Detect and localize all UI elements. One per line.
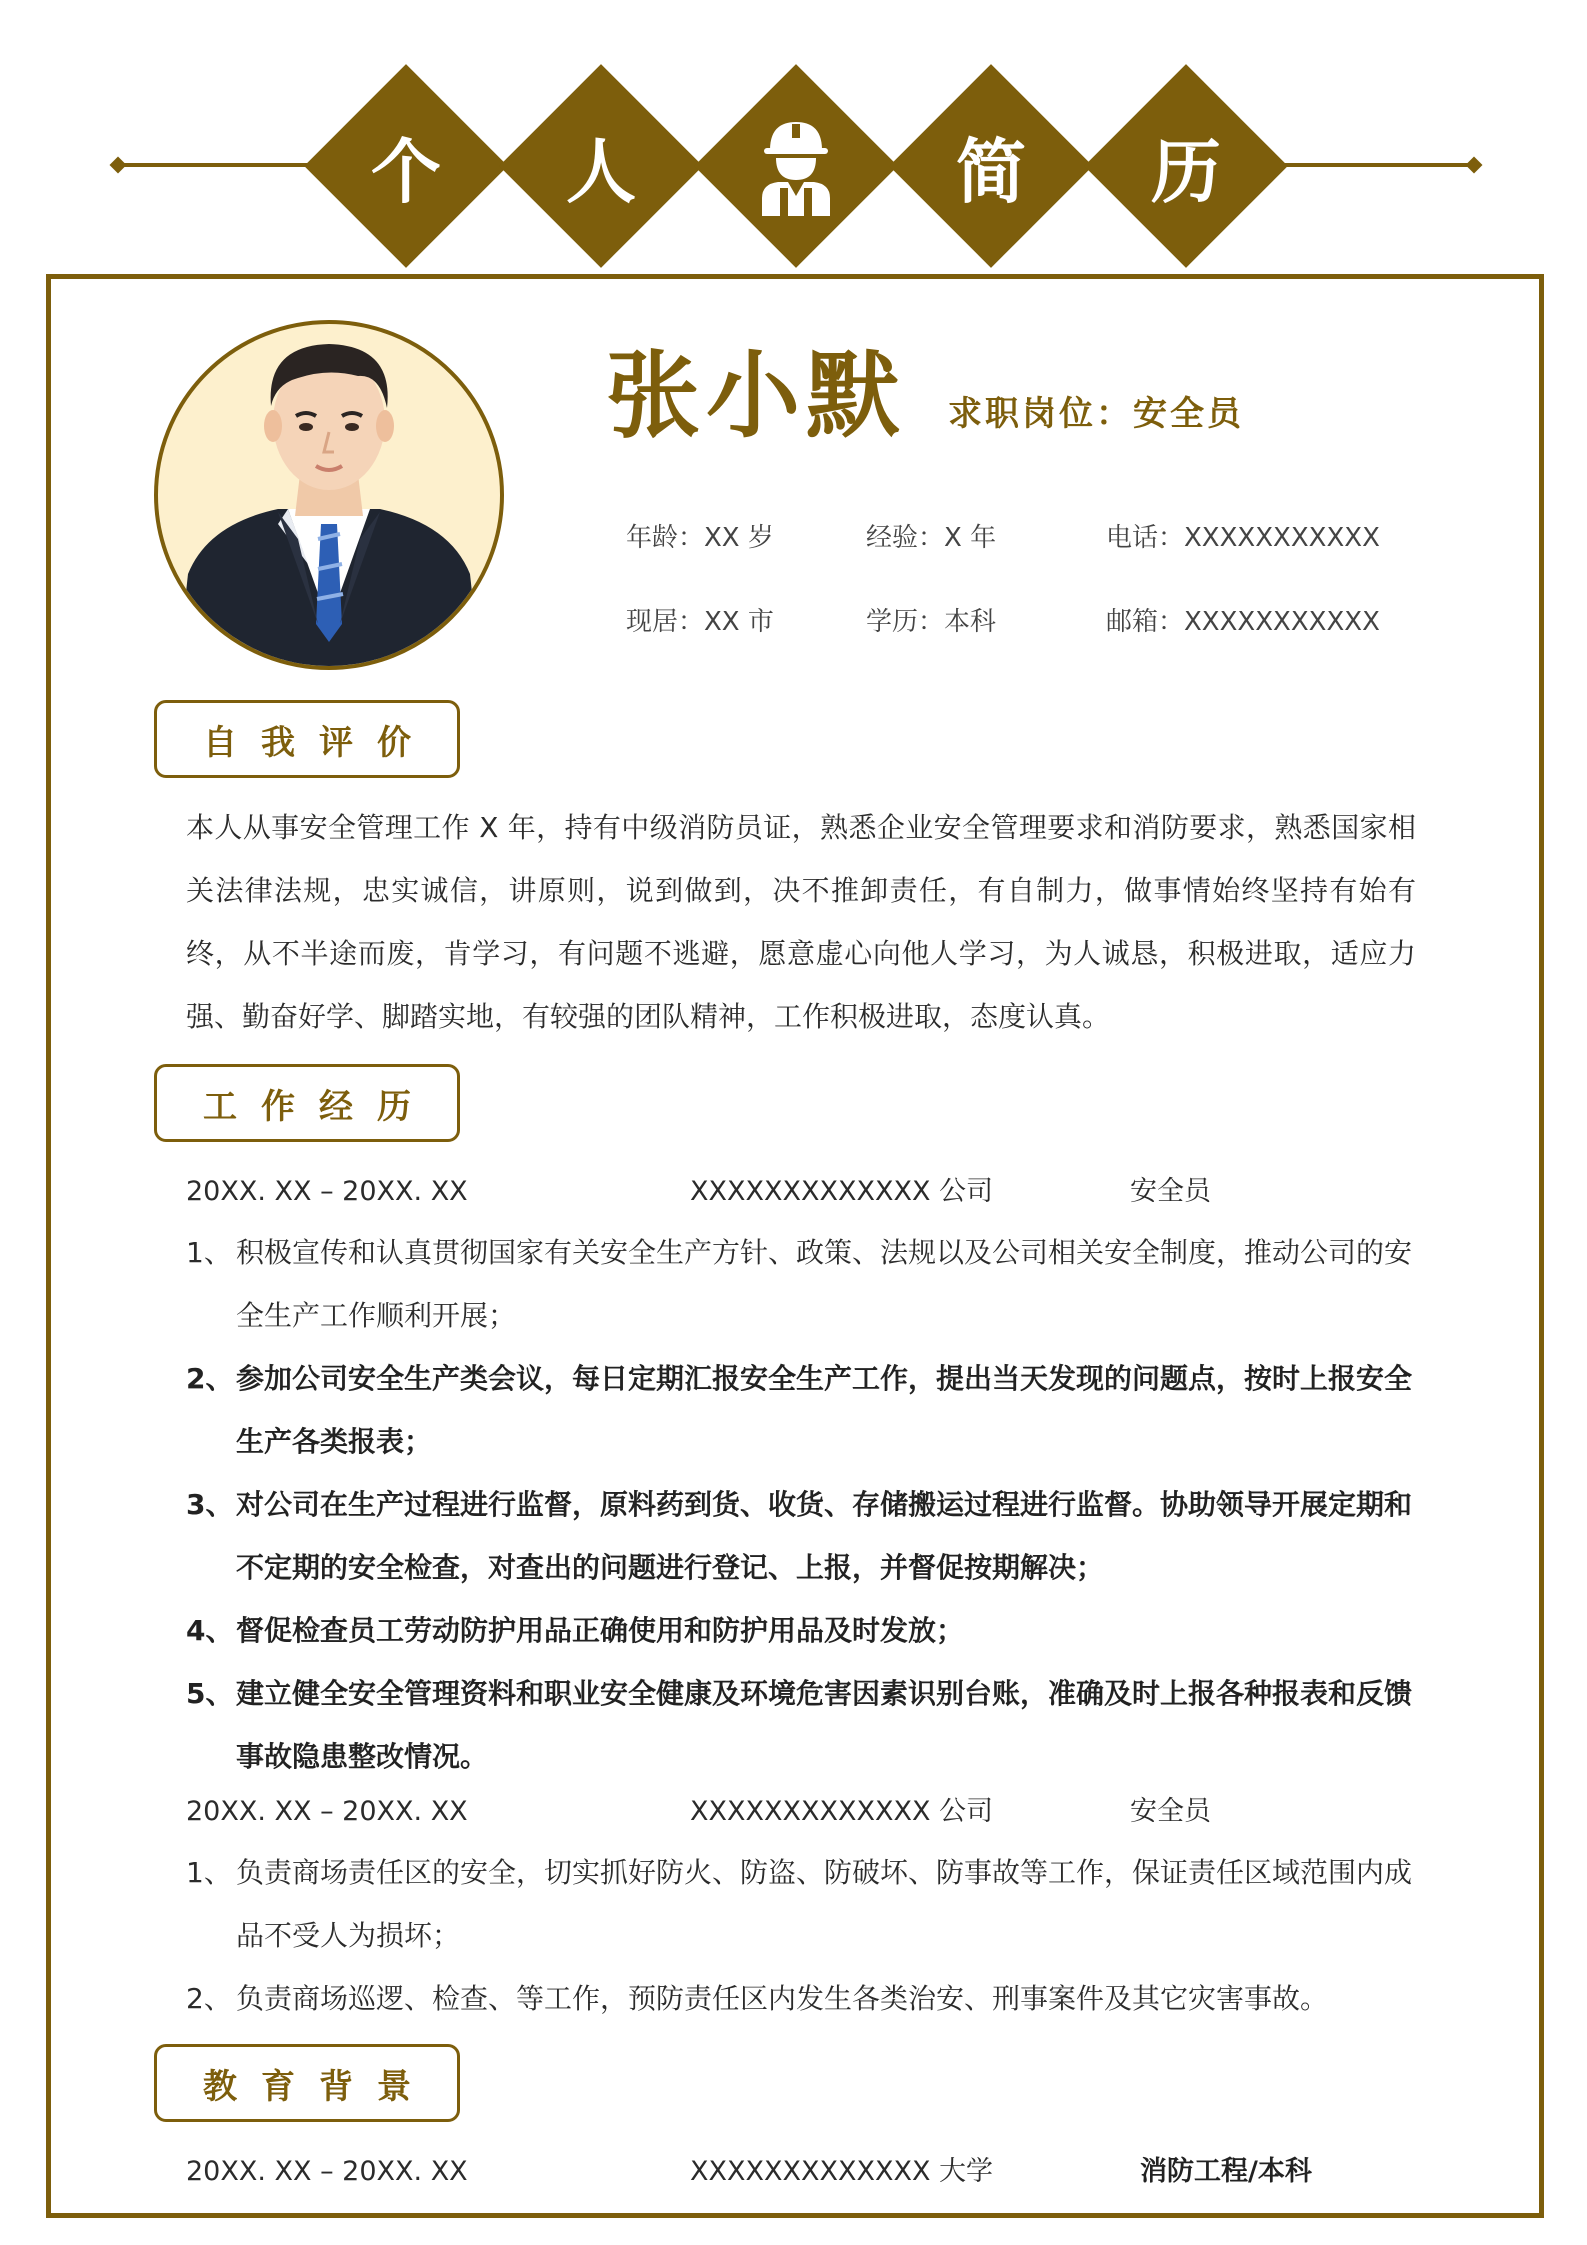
item-text: 参加公司安全生产类会议，每日定期汇报安全生产工作，提出当天发现的问题点，按时上报安全生产各类报表； xyxy=(236,1362,1413,1458)
job-1-item-4 xyxy=(186,1599,1416,1662)
job-1-item-5 xyxy=(186,1662,1416,1788)
section-header-self-eval: 自我评价 xyxy=(154,700,460,778)
info-email: 邮箱：XXXXXXXXXXX xyxy=(1106,607,1380,637)
job-2-position: 安全员 xyxy=(1130,1796,1211,1827)
item-text: 积极宣传和认真贯彻国家有关安全生产方针、政策、法规以及公司相关安全制度，推动公司的安全生产工作顺利开展； xyxy=(236,1236,1413,1332)
job-1-item-3 xyxy=(186,1473,1416,1599)
job-2-item-1 xyxy=(186,1841,1416,1967)
job-1-position: 安全员 xyxy=(1130,1176,1211,1207)
item-text: 负责商场责任区的安全，切实抓好防火、防盗、防破坏、防事故等工作，保证责任区域范围内成品不受人为损坏； xyxy=(236,1856,1413,1952)
job-2-row xyxy=(186,1792,1446,1832)
item-number: 3、 xyxy=(186,1488,234,1521)
section-header-education: 教育背景 xyxy=(154,2044,460,2122)
education-school: XXXXXXXXXXXXX 大学 xyxy=(690,2156,994,2187)
banner-char-3: 简 xyxy=(956,130,1026,213)
item-text: 督促检查员工劳动防护用品正确使用和防护用品及时发放； xyxy=(236,1614,965,1647)
banner-char-2: 人 xyxy=(566,130,636,213)
job-1-company: XXXXXXXXXXXXX 公司 xyxy=(690,1176,994,1207)
item-text: 建立健全安全管理资料和职业安全健康及环境危害因素识别台账，准确及时上报各种报表和反馈事故隐患整改情况。 xyxy=(236,1677,1413,1773)
item-number: 1、 xyxy=(186,1236,232,1269)
job-1-row xyxy=(186,1172,1446,1212)
job-2-item-2 xyxy=(186,1967,1416,2030)
job-1-item-2 xyxy=(186,1347,1416,1473)
item-number: 5、 xyxy=(186,1677,234,1710)
education-major: 消防工程/本科 xyxy=(1140,2156,1312,2187)
banner-line-end-right xyxy=(1466,157,1483,174)
self-eval-text: 本人从事安全管理工作 X 年，持有中级消防员证，熟悉企业安全管理要求和消防要求，熟悉国家相关法律法规，忠实诚信，讲原则，说到做到，决不推卸责任，有自制力，做事情始终坚持有始有终，从不半途而废，肯学习，有问题不逃避，愿意虚心向他人学习，为人诚恳，积极进取，适应力强、勤奋好学、脚踏实地，有较强的团队精神，工作积极进取，态度认真。 xyxy=(186,811,1416,1033)
education-row xyxy=(186,2152,1446,2192)
worker-icon xyxy=(696,66,896,266)
job-1-period: 20XX. XX – 20XX. XX xyxy=(186,1176,468,1207)
banner-char-4: 历 xyxy=(1151,130,1221,213)
item-text: 对公司在生产过程进行监督，原料药到货、收货、存储搬运过程进行监督。协助领导开展定期和不定期的安全检查，对查出的问题进行登记、上报，并督促按期解决； xyxy=(236,1488,1413,1584)
info-age: 年龄：XX 岁 xyxy=(626,523,774,553)
item-number: 2、 xyxy=(186,1982,232,2015)
info-residence: 现居：XX 市 xyxy=(626,607,774,637)
item-text: 负责商场巡逻、检查、等工作，预防责任区内发生各类治安、刑事案件及其它灾害事故。 xyxy=(236,1982,1329,2015)
avatar xyxy=(154,320,504,670)
candidate-name: 张小默 xyxy=(606,342,907,451)
item-number: 4、 xyxy=(186,1614,234,1647)
banner-char-1: 个 xyxy=(371,130,441,213)
item-number: 2、 xyxy=(186,1362,234,1395)
section-header-work: 工作经历 xyxy=(154,1064,460,1142)
info-experience: 经验：X 年 xyxy=(866,523,997,553)
banner-line-end-left xyxy=(110,157,127,174)
job-2-company: XXXXXXXXXXXXX 公司 xyxy=(690,1796,994,1827)
job-2-period: 20XX. XX – 20XX. XX xyxy=(186,1796,468,1827)
job-title: 求职岗位：安全员 xyxy=(948,394,1244,434)
info-education: 学历：本科 xyxy=(866,607,997,637)
item-number: 1、 xyxy=(186,1856,232,1889)
info-phone: 电话：XXXXXXXXXXX xyxy=(1106,523,1380,553)
education-period: 20XX. XX – 20XX. XX xyxy=(186,2156,468,2187)
job-1-item-1 xyxy=(186,1221,1416,1347)
